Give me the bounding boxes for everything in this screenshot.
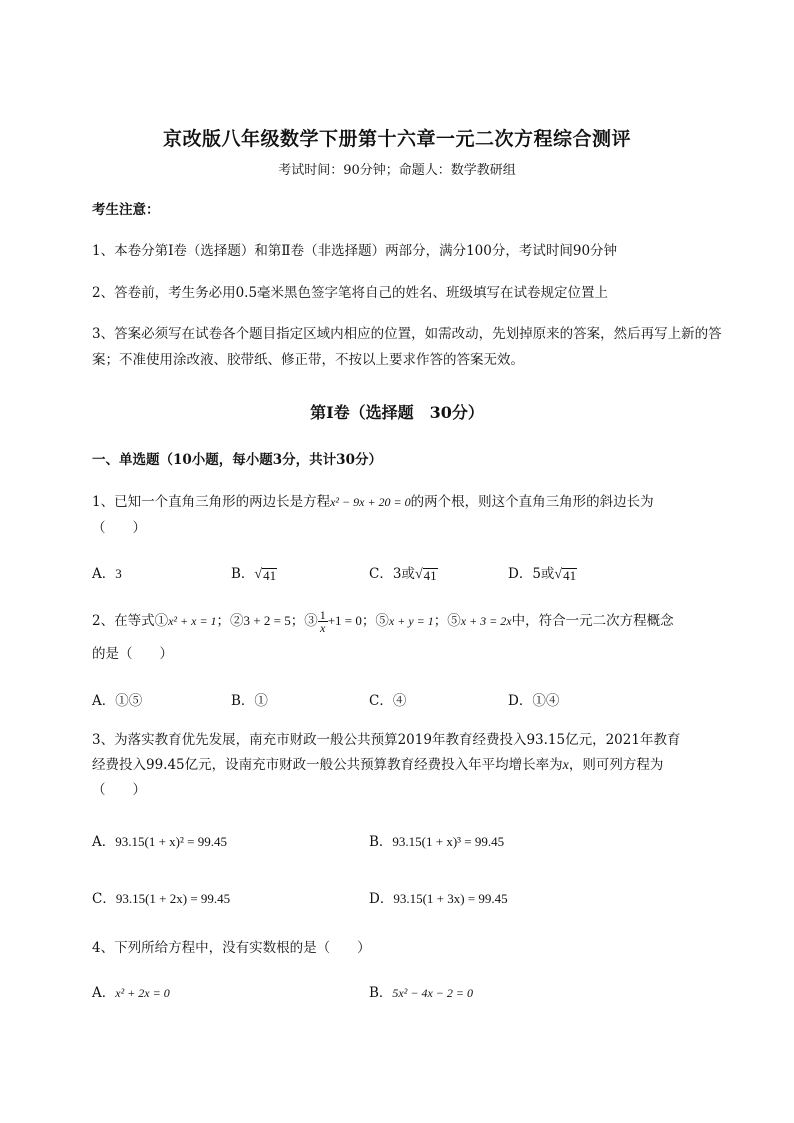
q1-option-b[interactable] [231, 562, 277, 583]
q1-equation: x² − 9x + 20 = 0 [330, 495, 411, 509]
q2-sep: ；⑤ [361, 613, 389, 629]
notice-item-3: 3、答案必须写在试卷各个题目指定区域内相应的位置，如需改动，先划掉原来的答案，然后再写上新的答案；不准使用涂改液、胶带纸、修正带，不按以上要求作答的答案无效。 [92, 326, 722, 368]
option-value: 3或 [392, 566, 415, 582]
q4-option-a[interactable] [92, 981, 170, 1001]
q2-fraction [318, 609, 328, 634]
q2-sep: ；⑤ [433, 613, 461, 629]
q3-variable: x [562, 758, 569, 773]
radical-icon: √ [414, 567, 423, 582]
part-heading: 一、单选题（10小题，每小题3分，共计30分） [92, 452, 382, 468]
option-label: B． [369, 985, 393, 1001]
sqrt-41 [554, 567, 577, 583]
radical-icon: √ [554, 567, 563, 582]
question-1-stem [92, 489, 742, 541]
section-title: 第Ⅰ卷（选择题 30分） [310, 403, 484, 422]
exam-subtitle: 考试时间：90分钟；命题人：数学教研组 [278, 163, 516, 178]
option-equation: 93.15(1 + x)³ = 99.45 [392, 834, 505, 849]
q2-suffix: 中，符合一元二次方程概念 [511, 613, 674, 629]
exam-title: 京改版八年级数学下册第十六章一元二次方程综合测评 [162, 128, 631, 150]
option-label: A． [92, 834, 116, 850]
option-label: B． [369, 834, 393, 850]
q3-blank: （ ） [92, 782, 146, 798]
option-equation: 93.15(1 + 2x) = 99.45 [115, 891, 231, 906]
option-equation: 93.15(1 + 3x) = 99.45 [393, 891, 508, 906]
q4-option-b[interactable] [369, 981, 473, 1001]
sqrt-41 [415, 567, 438, 583]
q2-option-b[interactable]: B．① [231, 693, 268, 709]
notice-heading: 考生注意： [92, 202, 160, 218]
option-label: D． [508, 566, 533, 582]
q2-sep: ；② [216, 613, 244, 629]
notice-item-2: 2、答卷前，考生务必用0.5毫米黑色签字笔将自己的姓名、班级填写在试卷规定位置上 [92, 285, 609, 301]
denominator: x [320, 621, 326, 635]
q3-option-d[interactable] [369, 887, 508, 907]
option-equation: x² + 2x = 0 [115, 986, 170, 1000]
q2-eq-1: x² + x = 1 [168, 614, 217, 628]
q1-blank: （ ） [92, 520, 146, 536]
q3-option-b[interactable] [369, 830, 504, 850]
q3-option-c[interactable] [92, 887, 230, 907]
q2-option-d[interactable]: D．①④ [508, 693, 560, 709]
q3-line1: 3、为落实教育优先发展，南充市财政一般公共预算2019年教育经费投入93.15亿元，2021年教育 [92, 732, 681, 748]
q2-eq-2: 3 + 2 = 5 [243, 613, 291, 628]
q3-line2 [92, 752, 742, 779]
option-label: D． [369, 891, 394, 907]
q3-text: ，则可列方程为 [568, 757, 664, 773]
q2-eq-3: +1 = 0 [327, 613, 362, 628]
option-value: 5或 [532, 566, 555, 582]
question-2-stem [92, 606, 742, 636]
option-label: B． [231, 566, 255, 582]
q1-option-d[interactable] [508, 562, 577, 583]
q2-sep: ；③ [290, 613, 318, 629]
option-label: A． [92, 566, 116, 582]
numerator: 1 [319, 608, 326, 622]
option-label: A． [92, 985, 116, 1001]
notice-item-1: 1、本卷分第Ⅰ卷（选择题）和第Ⅱ卷（非选择题）两部分，满分100分，考试时间90分钟 [92, 243, 618, 259]
option-label: C． [369, 566, 393, 582]
q4-stem: 4、下列所给方程中，没有实数根的是（ ） [92, 940, 371, 956]
radicand: 41 [263, 568, 277, 583]
q1-suffix: 的两个根，则这个直角三角形的斜边长为 [410, 494, 654, 510]
q2-option-a[interactable]: A．①⑤ [92, 693, 143, 709]
q3-option-a[interactable] [92, 830, 227, 850]
q3-text: 经费投入99.45亿元，设南充市财政一般公共预算教育经费投入年平均增长率为 [92, 757, 563, 773]
q2-eq-5: x + 3 = 2x [460, 614, 512, 628]
radicand: 41 [423, 568, 437, 583]
q2-option-c[interactable]: C．④ [369, 693, 407, 709]
q1-option-a[interactable] [92, 562, 122, 582]
q2-line2: 的是（ ） [92, 646, 173, 662]
radical-icon: √ [254, 567, 263, 582]
q2-eq-4: x + y = 1 [388, 614, 434, 628]
option-equation: 93.15(1 + x)² = 99.45 [115, 834, 227, 849]
sqrt-41 [254, 567, 277, 583]
radicand: 41 [563, 568, 577, 583]
option-value: 3 [115, 566, 122, 581]
option-equation: 5x² − 4x − 2 = 0 [392, 986, 473, 1000]
q2-prefix: 2、在等式① [92, 613, 169, 629]
q1-prefix: 1、已知一个直角三角形的两边长是方程 [92, 494, 331, 510]
option-label: C． [92, 891, 116, 907]
q1-option-c[interactable] [369, 562, 438, 583]
